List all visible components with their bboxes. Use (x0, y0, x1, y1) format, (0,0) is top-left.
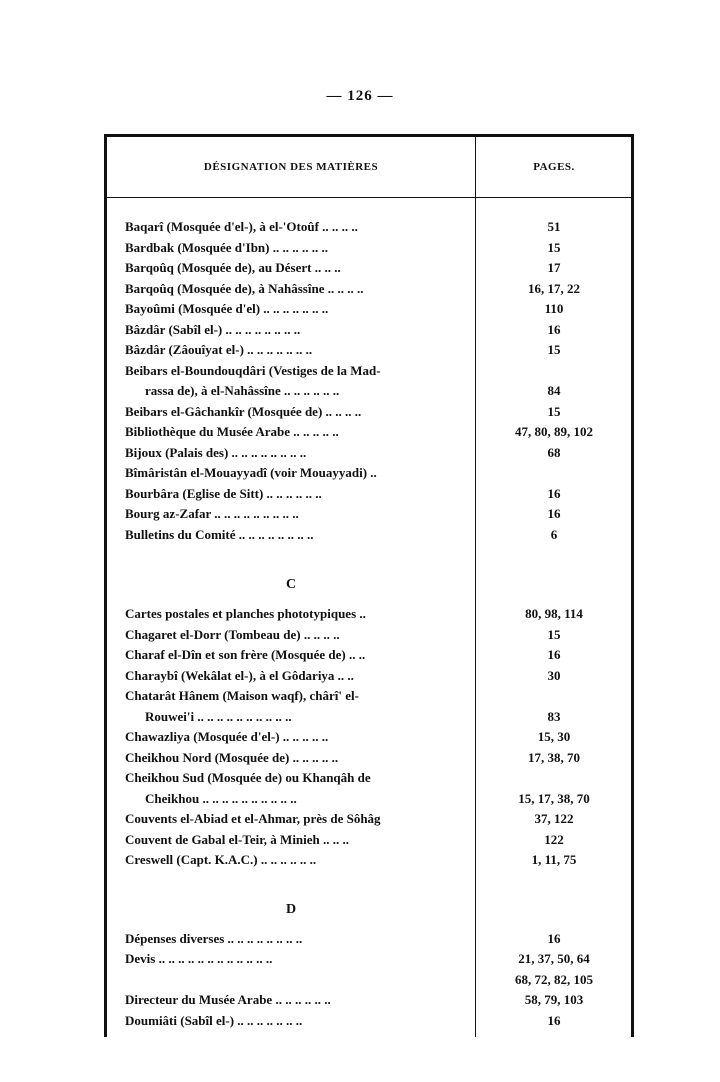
section-b-entries (107, 217, 631, 545)
entry-term: Barqoûq (Mosquée de), à Nahâssîne .. .. .. .. (125, 280, 364, 296)
entry-pages: 15, 30 (537, 729, 571, 744)
entry-pages: 37, 122 (534, 811, 574, 826)
entry-pages: 6 (550, 526, 558, 542)
index-entry (107, 604, 631, 625)
index-entry (107, 504, 631, 525)
index-table (104, 134, 634, 1037)
entry-term: Bâzdâr (Zâouîyat el-) .. .. .. .. .. .. .. (125, 342, 313, 357)
entry-pages: 51 (547, 219, 561, 234)
entry-pages: 15 (547, 239, 561, 255)
entry-pages: 17 (547, 260, 561, 275)
entry-pages: 30 (547, 667, 561, 683)
entry-pages: 68 (547, 444, 561, 460)
entry-pages: 15 (547, 403, 561, 419)
entry-term: Creswell (Capt. K.A.C.) .. .. .. .. .. .. (125, 852, 317, 867)
entry-term: Cheikhou Sud (Mosquée de) ou Khanqâh de (125, 770, 371, 785)
entry-term: Cheikhou .. .. .. .. .. .. .. .. .. .. (145, 790, 297, 806)
entry-term: Rouwei'i .. .. .. .. .. .. .. .. .. .. (145, 708, 292, 724)
entry-term: rassa de), à el-Nahâssîne .. .. .. .. .. .. (145, 383, 340, 398)
entry-pages: 84 (547, 383, 561, 398)
entry-pages: 83 (547, 708, 561, 724)
index-entry (107, 443, 631, 464)
entry-term: Directeur du Musée Arabe .. .. .. .. .. .. (125, 992, 331, 1007)
entry-term: Bardbak (Mosquée d'Ibn) .. .. .. .. .. .. (125, 239, 328, 255)
index-entry (107, 830, 631, 851)
entry-term: Beibars el-Boundouqdâri (Vestiges de la Mad- (125, 362, 381, 378)
index-entry (107, 707, 631, 728)
entry-term: Beibars el-Gâchankîr (Mosquée de) .. .. .. .. (125, 403, 362, 419)
header-designation: DÉSIGNATION DES MATIÈRES (203, 161, 379, 173)
index-entry (107, 258, 631, 279)
entry-pages: 21, 37, 50, 64 (518, 951, 590, 966)
entry-term: Couvent de Gabal el-Teir, à Minieh .. .. .. (125, 831, 350, 847)
entry-pages: 15, 17, 38, 70 (518, 790, 590, 806)
entry-term: Bourg az-Zafar .. .. .. .. .. .. .. .. .. (125, 506, 299, 521)
index-entry (107, 402, 631, 423)
entry-pages: 16, 17, 22 (528, 280, 580, 296)
entry-pages: 122 (544, 831, 564, 847)
entry-term: Doumiâti (Sabîl el-) .. .. .. .. .. .. .. (125, 1012, 303, 1028)
index-entry (107, 463, 631, 484)
entry-term: Bulletins du Comité .. .. .. .. .. .. .. .. (125, 526, 314, 542)
entry-term: Couvents el-Abiad et el-Ahmar, près de Sôhâg (125, 811, 381, 826)
index-entry (107, 748, 631, 769)
entry-term: Bibliothèque du Musée Arabe .. .. .. .. .. (125, 424, 339, 439)
entry-pages: 110 (544, 301, 564, 316)
index-entry (107, 990, 631, 1011)
index-entry (107, 1011, 631, 1032)
index-entry (107, 625, 631, 646)
index-entry (107, 279, 631, 300)
index-entry (107, 727, 631, 748)
table-body (107, 217, 631, 1031)
page-number: — 126 — (326, 88, 394, 104)
entry-term: Chatarât Hânem (Maison waqf), chârî' el- (125, 688, 359, 703)
index-entry (107, 768, 631, 789)
header-pages: PAGES. (533, 161, 575, 173)
entry-term: Charaybî (Wekâlat el-), à el Gôdariya .. .. (125, 667, 354, 683)
index-entry (107, 645, 631, 666)
index-entry (107, 381, 631, 402)
index-entry (107, 238, 631, 259)
index-entry (107, 809, 631, 830)
section-heading-d (107, 891, 631, 929)
entry-pages: 16 (547, 1012, 561, 1028)
entry-pages: 17, 38, 70 (528, 749, 580, 765)
entry-term: Devis .. .. .. .. .. .. .. .. .. .. .. .. (125, 951, 273, 966)
index-entry (107, 850, 631, 871)
index-entry (107, 217, 631, 238)
entry-pages: 1, 11, 75 (531, 852, 577, 867)
entry-term: Bâzdâr (Sabîl el-) .. .. .. .. .. .. .. .. (125, 321, 301, 337)
entry-term: Chawazliya (Mosquée d'el-) .. .. .. .. .. (125, 729, 329, 744)
section-c-entries (107, 604, 631, 871)
entry-term: Dépenses diverses .. .. .. .. .. .. .. .. (125, 930, 303, 946)
entry-term: Cheikhou Nord (Mosquée de) .. .. .. .. .. (125, 749, 339, 765)
entry-pages: 16 (547, 485, 561, 501)
index-entry (107, 525, 631, 546)
entry-pages: 80, 98, 114 (525, 606, 583, 621)
index-entry (107, 929, 631, 950)
entry-term: Bayoûmi (Mosquée d'el) .. .. .. .. .. .. .. (125, 301, 329, 316)
index-entry (107, 422, 631, 443)
entry-pages: 68, 72, 82, 105 (515, 971, 593, 987)
entry-term: Bourbâra (Eglise de Sitt) .. .. .. .. .. .. (125, 485, 322, 501)
index-entry (107, 686, 631, 707)
table-header (107, 137, 631, 198)
index-entry (107, 320, 631, 341)
entry-term: Cartes postales et planches phototypiques .. (125, 606, 366, 621)
entry-term: Barqoûq (Mosquée de), au Désert .. .. .. (125, 260, 341, 275)
index-entry (107, 970, 631, 991)
entry-pages: 16 (547, 321, 561, 337)
section-letter: D (285, 901, 297, 917)
entry-pages: 16 (547, 647, 561, 662)
section-heading-c (107, 566, 631, 604)
entry-term: Bijoux (Palais des) .. .. .. .. .. .. .. .. (125, 444, 307, 460)
index-entry (107, 666, 631, 687)
index-entry (107, 361, 631, 382)
entry-pages: 47, 80, 89, 102 (515, 424, 593, 439)
entry-term: Bîmâristân el-Mouayyadî (voir Mouayyadi) .. (125, 465, 377, 480)
entry-pages: 15 (547, 626, 561, 642)
index-entry (107, 484, 631, 505)
index-entry (107, 789, 631, 810)
entry-pages: 15 (547, 342, 561, 357)
entry-term: Chagaret el-Dorr (Tombeau de) .. .. .. .. (125, 626, 340, 642)
entry-term: Baqarî (Mosquée d'el-), à el-'Otoûf .. .. .. .. (125, 219, 358, 234)
section-letter: C (285, 577, 297, 592)
entry-pages: 16 (547, 930, 561, 946)
section-d-entries (107, 929, 631, 1032)
index-entry (107, 949, 631, 970)
entry-pages: 58, 79, 103 (524, 992, 584, 1007)
index-entry (107, 299, 631, 320)
entry-pages: 16 (547, 506, 561, 521)
index-entry (107, 340, 631, 361)
entry-term: Charaf el-Dîn et son frère (Mosquée de) .. .. (125, 647, 366, 662)
